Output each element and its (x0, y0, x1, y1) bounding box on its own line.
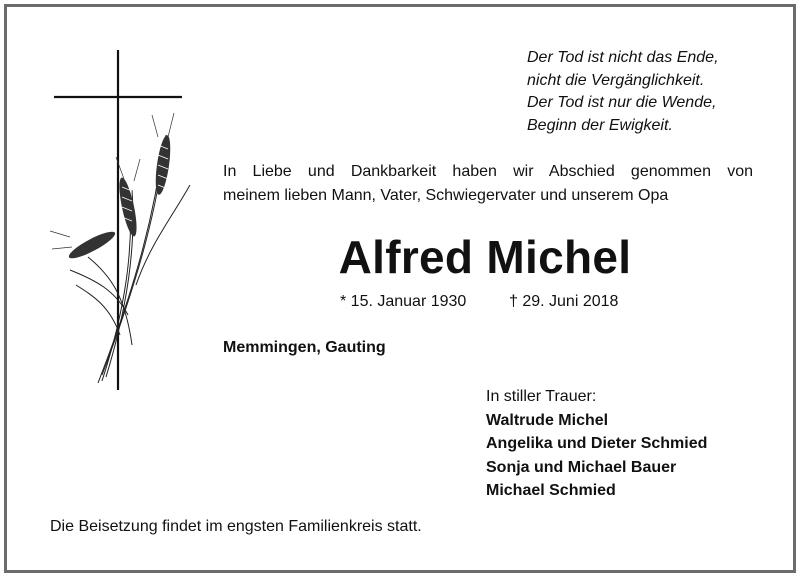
cross-with-wheat-icon (40, 45, 200, 395)
mourner-name: Angelika und Dieter Schmied (486, 435, 708, 452)
poem-line: Der Tod ist nur die Wende, (527, 94, 717, 111)
intro-line: meinem lieben Mann, Vater, Schwiegervater und unserem Opa (223, 187, 669, 204)
intro-line: In Liebe und Dankbarkeit haben wir Abschied genommen von (223, 163, 753, 180)
mourner-name: Michael Schmied (486, 482, 616, 499)
poem-line: nicht die Vergänglichkeit. (527, 71, 705, 89)
mourner-name: Sonja und Michael Bauer (486, 458, 677, 476)
death-date: † 29. Juni 2018 (509, 293, 619, 310)
funeral-note: Die Beisetzung findet im engsten Familienkreis statt. (50, 518, 422, 535)
poem-line: Beginn der Ewigkeit. (527, 116, 673, 134)
birth-date: * 15. Januar 1930 (340, 293, 467, 310)
mourners-block (486, 385, 707, 503)
mourner-name: Waltrude Michel (486, 411, 609, 429)
poem (527, 47, 719, 137)
deceased-name: Alfred Michel (338, 231, 632, 283)
poem-line: Der Tod ist nicht das Ende, (527, 49, 719, 66)
mourners-heading: In stiller Trauer: (486, 388, 597, 405)
places: Memmingen, Gauting (223, 339, 386, 356)
intro-text (223, 160, 753, 208)
